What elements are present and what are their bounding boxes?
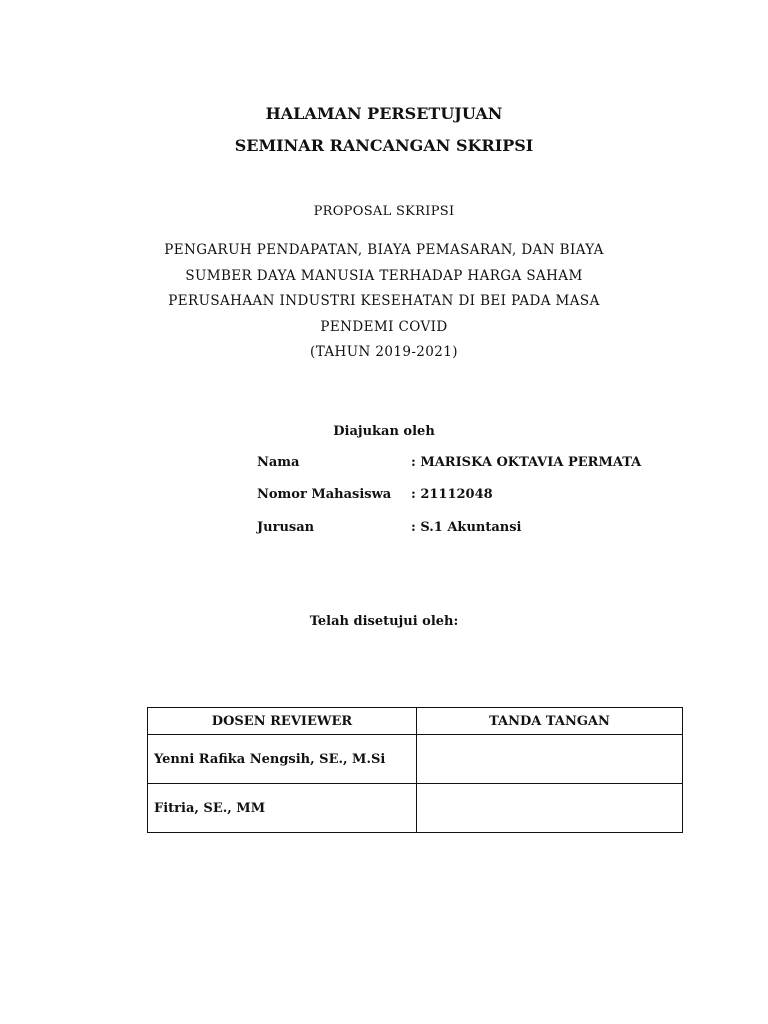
- thesis-title-line: (TAHUN 2019-2021): [310, 344, 458, 360]
- student-number-label: Nomor Mahasiswa: [257, 487, 392, 502]
- thesis-title-line: PENDEMI COVID: [320, 318, 448, 335]
- thesis-title-line: PERUSAHAAN INDUSTRI KESEHATAN DI BEI PADA MASA: [168, 293, 600, 309]
- reviewer-name: Fitria, SE., MM: [148, 784, 417, 833]
- student-major-value: : S.1 Akuntansi: [411, 520, 522, 535]
- thesis-title: [0, 238, 768, 366]
- signature-cell: [417, 784, 683, 833]
- reviewer-name: Yenni Rafika Nengsih, SE., M.Si: [148, 735, 417, 784]
- student-major-label: Jurusan: [257, 520, 315, 535]
- thesis-title-line: PENGARUH PENDAPATAN, BIAYA PEMASARAN, DAN BIAYA: [164, 242, 604, 258]
- table-row: [148, 784, 683, 833]
- student-number-value: : 21112048: [411, 487, 493, 502]
- student-name-label: Nama: [257, 455, 300, 470]
- thesis-title-line: SUMBER DAYA MANUSIA TERHADAP HARGA SAHAM: [185, 267, 583, 284]
- proposal-label: PROPOSAL SKRIPSI: [313, 204, 455, 219]
- table-header-row: [148, 708, 683, 735]
- reviewer-column-header: DOSEN REVIEWER: [148, 708, 417, 735]
- signature-table: [147, 707, 683, 833]
- signature-column-header: TANDA TANGAN: [417, 708, 683, 735]
- submitted-by-label: Diajukan oleh: [333, 424, 435, 439]
- signature-cell: [417, 735, 683, 784]
- page-title: HALAMAN PERSETUJUAN: [265, 104, 503, 123]
- student-name-value: : MARISKA OKTAVIA PERMATA: [411, 455, 642, 470]
- table-row: [148, 735, 683, 784]
- page-subtitle: SEMINAR RANCANGAN SKRIPSI: [234, 136, 534, 155]
- approved-by-label: Telah disetujui oleh:: [309, 614, 459, 629]
